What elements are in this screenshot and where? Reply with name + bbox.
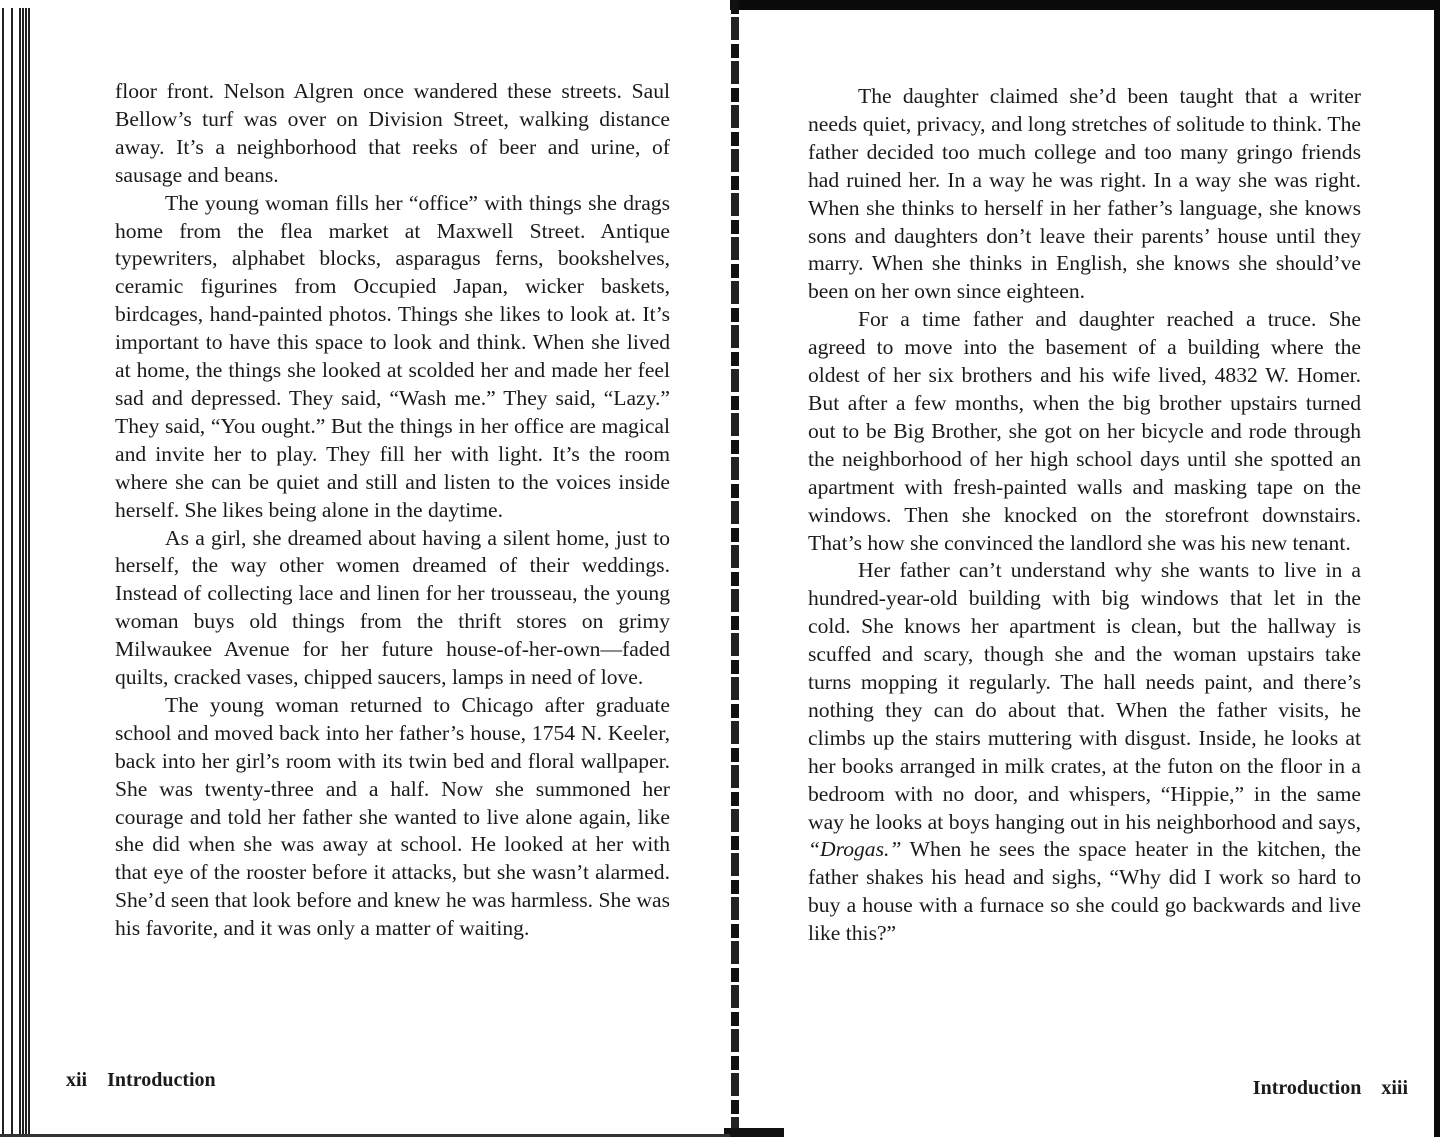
paragraph: For a time father and daughter reached a truce. She agreed to move into the basement of a building where the oldest of her six brothers and his wife lived, 4832 W. Homer. But after a few months, when the big brother upstairs turned out to be Big Brother, she got on her bicycle and rode through the neighborhood of her high school days until she spotted an apartment with fresh-painted walls and masking tape on the windows. Then she knocked on the storefront downstairs. That’s how she convinced the landlord she was his new tenant. <box>808 307 1361 555</box>
book-gutter <box>731 0 739 1137</box>
paragraph <box>808 557 1361 948</box>
running-head: Introduction <box>107 1069 216 1091</box>
scan-border-right <box>1434 0 1440 1137</box>
paragraph-text: When he sees the space heater in the kitchen, the father shakes his head and sighs, “Why did I work so hard to buy a house with a furnace so she could go backwards and live like this?” <box>808 837 1361 946</box>
page-stack-edge <box>0 0 30 1137</box>
paragraph: The young woman fills her “office” with things she drags home from the flea market at Maxwell Street. Antique typewriters, alphabet blocks, asparagus ferns, bookshelves, ceramic figurines from Occupied Japan, wicker baskets, birdcages, hand-painted photos. Things she likes to look at. It’s important to have this space to look and think. When she lived at home, the things she looked at scolded her and made her feel sad and depressed. They said, “Wash me.” They said, “Lazy.” They said, “You ought.” But the things in her office are magical and invite her to play. They fill her with light. It’s the room where she can be quiet and still and listen to the voices inside herself. She likes being alone in the daytime. <box>115 190 670 522</box>
paragraph: The young woman returned to Chicago after graduate school and moved back into her father’s house, 1754 N. Keeler, back into her girl’s room with its twin bed and floral wallpaper. She was twenty-three and a half. Now she summoned her courage and told her father she wanted to live alone again, like she did when she was away at school. He looked at her with that eye of the rooster before it attacks, but she wasn’t alarmed. She’d seen that look before and knew he was harmless. She was his favorite, and it was only a matter of waiting. <box>115 692 670 941</box>
left-page-footer <box>66 1069 216 1092</box>
italic-word: “Drogas.” <box>808 837 902 862</box>
page-number: xii <box>66 1069 88 1091</box>
paragraph: floor front. Nelson Algren once wandered these streets. Saul Bellow’s turf was over on Division Street, walking distance away. It’s a neighborhood that reeks of beer and urine, of sausage and beans. <box>115 79 670 187</box>
right-page-footer <box>1253 1077 1408 1100</box>
paragraph-text: Her father can’t understand why she wants to live in a hundred-year-old building with big windows that let in the cold. She knows her apartment is clean, but the hallway is scuffed and scary, though she and the woman upstairs take turns mopping it regularly. The hall needs paint, and there’s nothing they can do about that. When the father visits, he climbs up the stairs muttering with disgust. Inside, he looks at her books arranged in milk crates, at the futon on the floor in a bedroom with no door, and whispers, “Hippie,” in the same way he looks at boys hanging out in his neighborhood and says, <box>808 558 1361 834</box>
paragraph: The daughter claimed she’d been taught that a writer needs quiet, privacy, and long stretches of solitude to think. The father decided too much college and too many gringo friends had ruined her. In a way he was right. In a way she was right. When she thinks to herself in her father’s language, she knows sons and daughters don’t leave their parents’ house until they marry. When she thinks in English, she knows she should’ve been on her own since eighteen. <box>808 84 1361 304</box>
running-head: Introduction <box>1252 1077 1362 1099</box>
page-number: xiii <box>1381 1077 1408 1099</box>
gutter-shadow <box>724 1128 784 1137</box>
left-page-body <box>115 78 670 943</box>
scan-border-top <box>730 0 1440 10</box>
right-page-body <box>808 83 1361 948</box>
paragraph: As a girl, she dreamed about having a silent home, just to herself, the way other women dreamed of their weddings. Instead of collecting lace and linen for her trousseau, the young woman buys old things from the thrift stores on grimy Milwaukee Avenue for her future house-of-her-own—faded quilts, cracked vases, chipped saucers, lamps in need of love. <box>115 525 670 690</box>
